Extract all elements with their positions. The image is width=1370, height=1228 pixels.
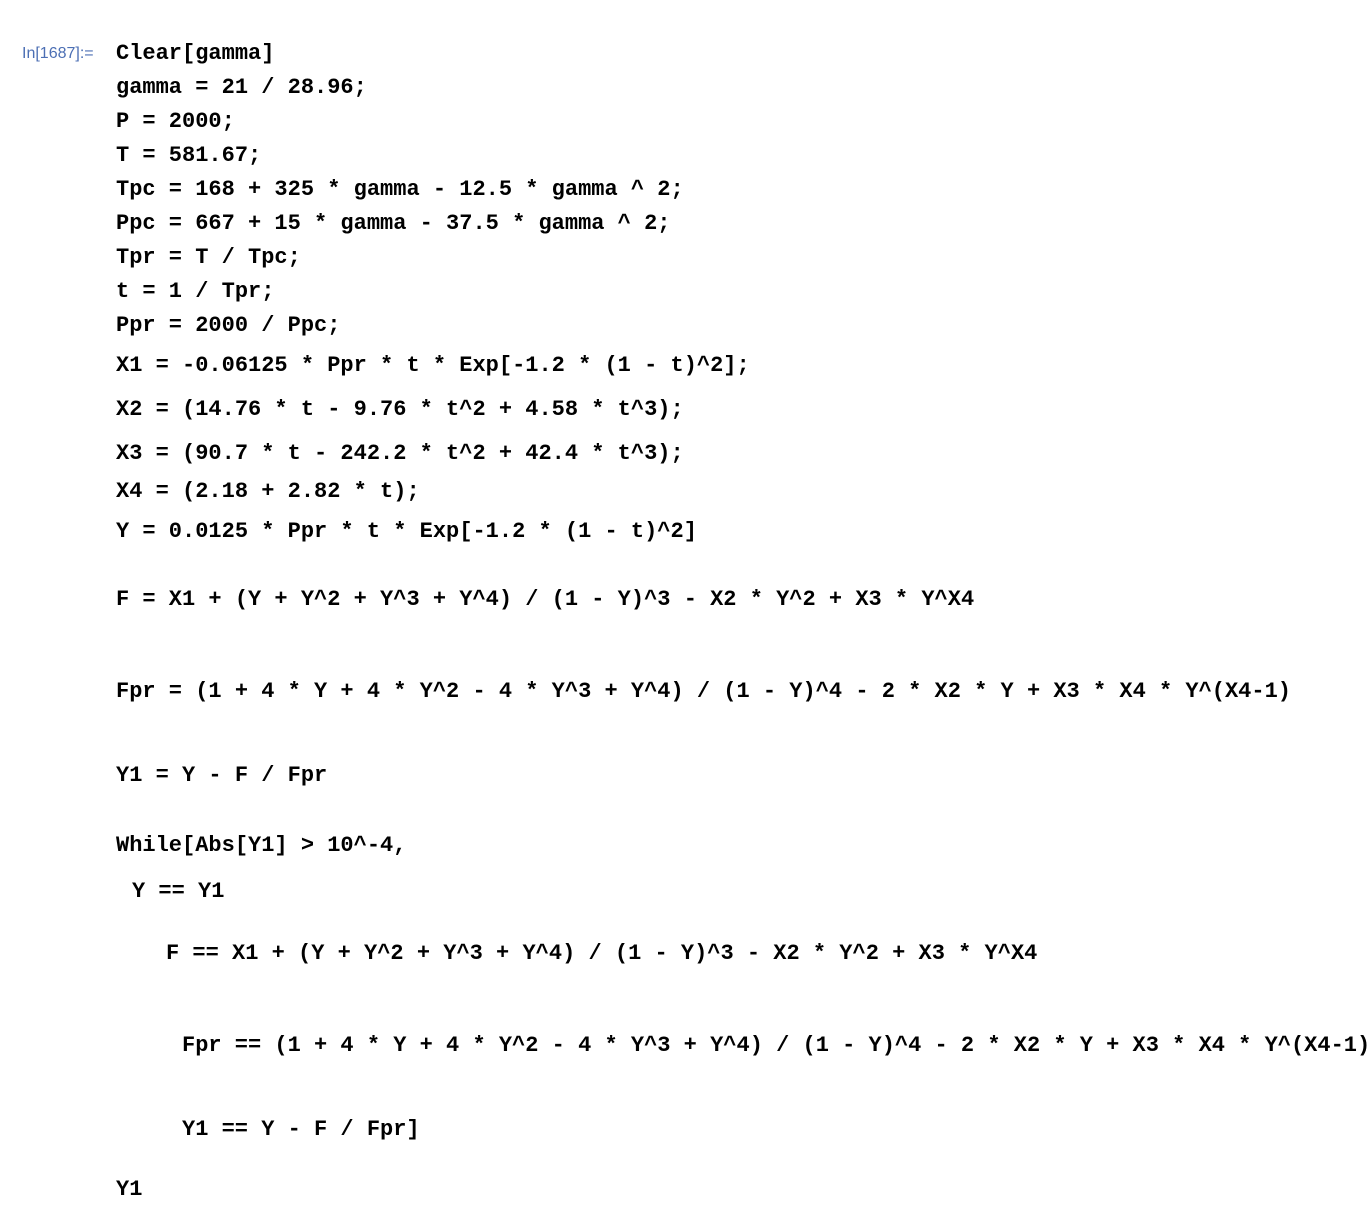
y1-definition: Y1 = Y - F / Fpr [116, 763, 328, 788]
output-expression: Y1 [116, 1177, 143, 1202]
x1-definition: X1 = -0.06125 * Ppr * t * Exp[-1.2 * (1 - t)^2]; [116, 353, 750, 378]
fpr-definition: Fpr = (1 + 4 * Y + 4 * Y^2 - 4 * Y^3 + Y^4) / (1 - Y)^4 - 2 * X2 * Y + X3 * X4 * Y^(X4-1) [116, 679, 1291, 704]
while-y-update: Y == Y1 [132, 879, 225, 904]
code-line: Tpr = T / Tpc; [116, 245, 301, 270]
code-line: gamma = 21 / 28.96; [116, 75, 367, 100]
while-y1-update: Y1 == Y - F / Fpr] [182, 1117, 420, 1142]
code-line: t = 1 / Tpr; [116, 279, 275, 304]
code-line: P = 2000; [116, 109, 235, 134]
input-label: In[1687]:= [22, 45, 94, 62]
code-line: Ppr = 2000 / Ppc; [116, 313, 341, 338]
f-definition: F = X1 + (Y + Y^2 + Y^3 + Y^4) / (1 - Y)^3 - X2 * Y^2 + X3 * Y^X4 [116, 587, 975, 612]
code-line: T = 581.67; [116, 143, 262, 168]
while-fpr-update: Fpr == (1 + 4 * Y + 4 * Y^2 - 4 * Y^3 + Y^4) / (1 - Y)^4 - 2 * X2 * Y + X3 * X4 * Y^(X4-1) [182, 1033, 1370, 1058]
while-header: While[Abs[Y1] > 10^-4, [116, 833, 407, 858]
code-line: Clear[gamma] [116, 41, 275, 66]
x2-definition: X2 = (14.76 * t - 9.76 * t^2 + 4.58 * t^3); [116, 397, 684, 422]
x4-definition: X4 = (2.18 + 2.82 * t); [116, 479, 420, 504]
x3-definition: X3 = (90.7 * t - 242.2 * t^2 + 42.4 * t^3); [116, 441, 684, 466]
y-definition: Y = 0.0125 * Ppr * t * Exp[-1.2 * (1 - t)^2] [116, 519, 697, 544]
code-line: Ppc = 667 + 15 * gamma - 37.5 * gamma ^ 2; [116, 211, 671, 236]
while-f-update: F == X1 + (Y + Y^2 + Y^3 + Y^4) / (1 - Y)^3 - X2 * Y^2 + X3 * Y^X4 [166, 941, 1038, 966]
code-line: Tpc = 168 + 325 * gamma - 12.5 * gamma ^ 2; [116, 177, 684, 202]
